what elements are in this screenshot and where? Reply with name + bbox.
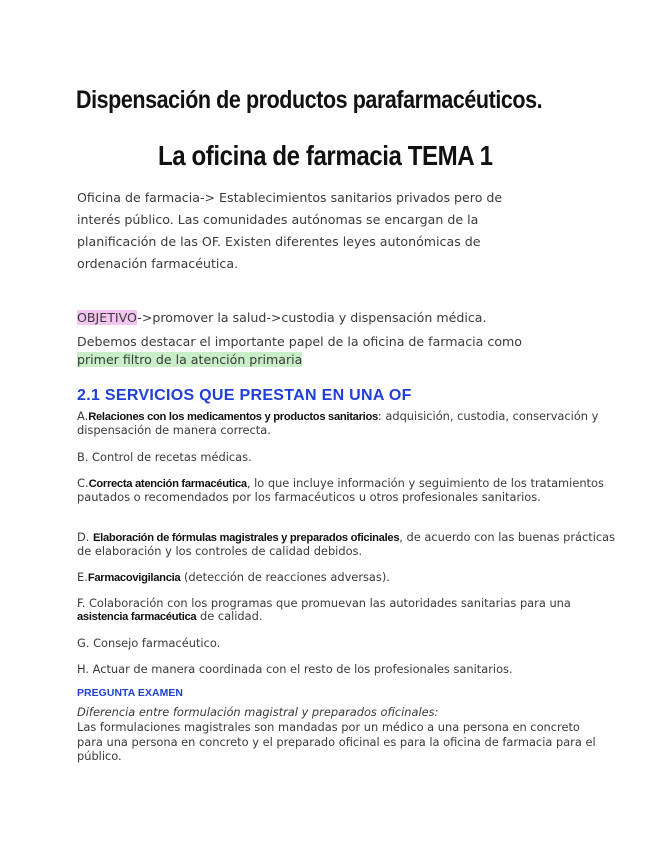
objetivo-line	[77, 307, 547, 329]
destacar-highlight: primer filtro de la atención primaria	[77, 352, 303, 367]
service-item-c	[77, 477, 622, 504]
exam-label: PREGUNTA EXAMEN	[77, 688, 183, 699]
service-c-prefix: C.	[77, 476, 89, 490]
service-e-prefix: E.	[77, 570, 88, 584]
document-subtitle: La oficina de farmacia TEMA 1	[158, 140, 493, 171]
service-item-e	[77, 571, 622, 585]
destacar-text: Debemos destacar el importante papel de la oficina de farmacia como	[77, 334, 522, 349]
objetivo-text: ->promover la salud->custodia y dispensación médica.	[137, 310, 487, 325]
service-item-a	[77, 410, 622, 437]
service-f-rest: de calidad.	[196, 609, 263, 623]
service-d-rest: , de acuerdo con las buenas prácticas de elaboración y los controles de calidad debidos.	[77, 530, 616, 558]
exam-question: Diferencia entre formulación magistral y preparados oficinales:	[77, 705, 439, 719]
service-d-bold: Elaboración de fórmulas magistrales y preparados oficinales	[93, 532, 400, 544]
service-a-bold: Relaciones con los medicamentos y productos sanitarios	[88, 411, 378, 423]
service-item-d	[77, 531, 622, 558]
exam-answer: Las formulaciones magistrales son mandadas por un médico a una persona en concreto para una persona en concreto y el preparado oficinal es para la oficina de farmacia para el público.	[77, 720, 596, 764]
service-a-prefix: A.	[77, 409, 89, 423]
objetivo-highlight: OBJETIVO	[77, 310, 138, 325]
service-item-g: G. Consejo farmacéutico.	[77, 636, 221, 650]
service-e-bold: Farmacovigilancia	[87, 572, 181, 584]
service-item-f	[77, 597, 625, 624]
service-a-rest: : adquisición, custodia, conservación y dispensación de manera correcta.	[77, 409, 599, 437]
service-d-prefix: D.	[77, 530, 94, 544]
destacar-paragraph	[77, 333, 547, 369]
service-f-prefix: F. Colaboración con los programas que promuevan las autoridades sanitarias para una	[77, 596, 571, 610]
service-item-b: B. Control de recetas médicas.	[77, 450, 252, 464]
service-f-bold: asistencia farmacéutica	[77, 611, 197, 623]
service-item-h: H. Actuar de manera coordinada con el resto de los profesionales sanitarios.	[77, 662, 513, 676]
intro-paragraph: Oficina de farmacia-> Establecimientos sanitarios privados pero de interés público. Las comunidades autónomas se encargan de la planificación de las OF. Existen diferentes leyes autonómicas de ordenación farmacéutica.	[77, 190, 503, 271]
service-c-bold: Correcta atención farmacéutica	[88, 478, 247, 490]
service-c-rest: , lo que incluye información y seguimiento de los tratamientos pautados o recomendados por los farmacéuticos u otros profesionales sanitarios.	[77, 476, 604, 504]
document-title: Dispensación de productos parafarmacéuticos.	[76, 86, 543, 114]
service-e-rest: (detección de reacciones adversas).	[180, 570, 390, 584]
section-heading: 2.1 SERVICIOS QUE PRESTAN EN UNA OF	[77, 387, 412, 404]
